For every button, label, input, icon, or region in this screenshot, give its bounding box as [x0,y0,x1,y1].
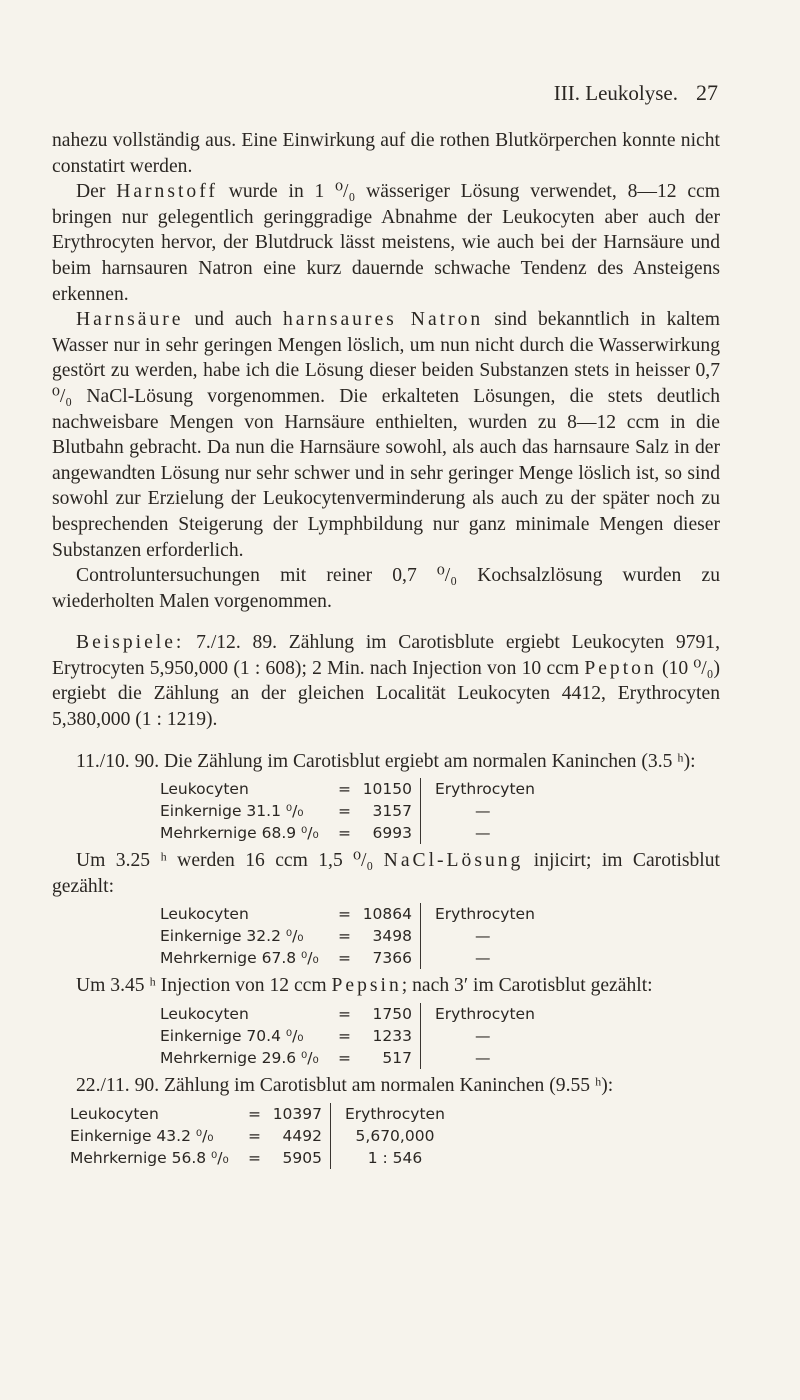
spaced-term: Harnsäure [76,309,184,331]
count-table-2: Leukocyten Einkernige 32.2 ⁰/₀ Mehrkernige 67.8 ⁰/₀ = = = 10864 3498 7366 Erythrocyten — — [160,905,535,968]
spaced-term: Pepsin [331,975,402,997]
paragraph: nahezu vollständig aus. Eine Einwirkung auf die rothen Blutkörperchen konnte nicht constatirt werden. [52,130,720,177]
paragraph: Beispiele: 7./12. 89. Zählung im Carotisblute ergiebt Leukocyten 9791, Erytrocyten 5,950,000 (1 : 608); 2 Min. nach Injection von 10 ccm Pepton (10 ⁰/₀) ergiebt die Zählung an der gleichen Localität Leukocyten 4412, Erythrocyten 5,380,000 (1 : 1219). [52,632,720,731]
count-table-1: Leukocyten Einkernige 31.1 ⁰/₀ Mehrkernige 68.9 ⁰/₀ = = = 10150 3157 6993 Erythrocyten — — [160,780,535,843]
paragraph: Harnsäure und auch harnsaures Natron sind bekanntlich in kaltem Wasser nur in sehr geringen Mengen löslich, um nun nicht durch die Wasserwirkung gestört zu werden, habe ich die Lösung dieser beiden Substanzen stets in heisser 0,7 ⁰/₀ NaCl-Lösung vorgenommen. Die erkalteten Lösungen, die stets deutlich nachweisbare Mengen von Harnsäure enthielten, wurden zu 8—12 ccm in die Blutbahn gebracht. Da nun die Harnsäure sowohl, als auch das harnsaure Salz in der angewandten Lösung nur sehr schwer und in sehr geringer Menge löslich ist, so sind sowohl zur Erzielung der Leukocytenverminderung als auch zu der später noch zu besprechenden Steigerung der Lymphbildung nur ganz minimale Mengen dieser Substanzen erforderlich. [52,309,720,561]
count-table-3: Leukocyten Einkernige 70.4 ⁰/₀ Mehrkernige 29.6 ⁰/₀ = = = 1750 1233 517 Erythrocyten — — [160,1005,535,1068]
chapter-title: III. Leukolyse. [553,81,678,105]
spaced-term: NaCl-Lösung [383,850,524,872]
spaced-term: Beispiele: [76,632,185,654]
count-table-4: Leukocyten Einkernige 43.2 ⁰/₀ Mehrkernige 56.8 ⁰/₀ = = = 10397 4492 5905 Erythrocyten 5,670,000 1 : 546 [70,1104,445,1167]
paragraph: Controluntersuchungen mit reiner 0,7 ⁰/₀ Kochsalzlösung wurden zu wiederholten Malen vorgenommen. [52,565,720,612]
paragraph: Der Harnstoff wurde in 1 ⁰/₀ wässeriger Lösung verwendet, 8—12 ccm bringen nur gelegentlich geringgradige Abnahme der Leukocyten aber auch der Erythrocyten hervor, der Blutdruck lässt meistens, wie auch bei der Harnsäure und beim harnsauren Natron eine kurz dauernde schwache Tendenz des Ansteigens erkennen. [52,181,720,305]
paragraph: Um 3.25 ʰ werden 16 ccm 1,5 ⁰/₀ NaCl-Lösung injicirt; im Carotisblut gezählt: [52,850,720,897]
paragraph: 11./10. 90. Die Zählung im Carotisblut ergiebt am normalen Kaninchen (3.5 ʰ): [76,750,696,772]
body-text [52,128,720,1173]
paragraph: Um 3.45 ʰ Injection von 12 ccm Pepsin; nach 3′ im Carotisblut gezählt: [76,975,653,997]
spaced-term: harnsaures Natron [283,309,484,331]
running-header [0,80,718,106]
page-number: 27 [696,80,718,105]
spaced-term: Harnstoff [116,181,218,203]
paragraph: 22./11. 90. Zählung im Carotisblut am normalen Kaninchen (9.55 ʰ): [76,1075,614,1097]
spaced-term: Pepton [584,657,657,679]
